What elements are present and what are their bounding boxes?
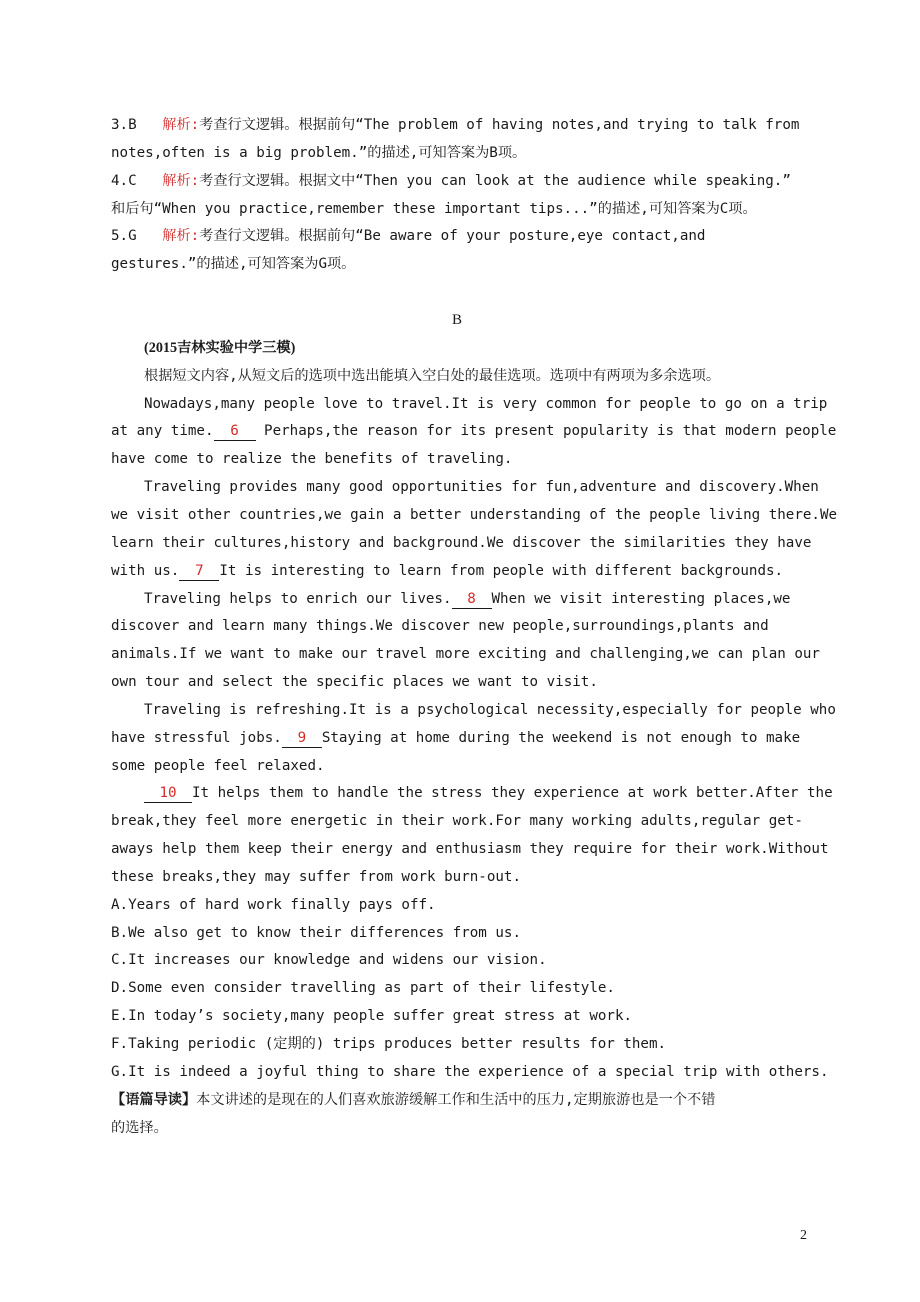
document-page <box>111 112 838 1142</box>
instruction: 根据短文内容,从短文后的选项中选出能填入空白处的最佳选项。选项中有两项为多余选项。 <box>144 367 721 384</box>
passage-line: some people feel relaxed. <box>111 757 325 774</box>
answer-4-line-2: 和后句“When you practice,remember these important tips...”的描述,可知答案为C项。 <box>111 200 757 217</box>
guide-label: 【语篇导读】 <box>111 1091 197 1108</box>
page-number: 2 <box>800 1228 807 1243</box>
passage-line: learn their cultures,history and background.We discover the similarities they have <box>111 534 812 551</box>
answer-3-line-1: 3.B 解析:考查行文逻辑。根据前句“The problem of having notes,and trying to talk from <box>111 117 800 133</box>
blank-7[interactable]: 7 <box>179 562 219 581</box>
answer-4-line-1: 4.C 解析:考查行文逻辑。根据文中“Then you can look at the audience while speaking.” <box>111 172 791 189</box>
answer-3-line-2: notes,often is a big problem.”的描述,可知答案为B项。 <box>111 144 527 161</box>
analysis-label: 解析: <box>162 228 200 245</box>
blank-9[interactable]: 9 <box>282 729 322 748</box>
source-note: (2015吉林实验中学三模) <box>144 339 296 356</box>
option-e: E.In today’s society,many people suffer great stress at work. <box>111 1008 633 1025</box>
passage-line: Nowadays,many people love to travel.It is very common for people to go on a trip <box>144 395 828 412</box>
passage-line: at any time. 6 Perhaps,the reason for its present popularity is that modern people <box>111 423 837 440</box>
passage-line: own tour and select the specific places we want to visit. <box>111 674 598 691</box>
passage-line: break,they feel more energetic in their work.For many working adults,regular get- <box>111 813 803 830</box>
passage-line: these breaks,they may suffer from work burn-out. <box>111 868 521 885</box>
answer-5-line-1: 5.G 解析:考查行文逻辑。根据前句“Be aware of your posture,eye contact,and <box>111 228 706 245</box>
reading-guide-line-2: 的选择。 <box>111 1119 168 1136</box>
analysis-label: 解析: <box>162 172 200 189</box>
option-g: G.It is indeed a joyful thing to share the experience of a special trip with others. <box>111 1063 829 1080</box>
option-b: B.We also get to know their differences from us. <box>111 924 521 941</box>
passage-line: have come to realize the benefits of traveling. <box>111 451 513 468</box>
passage-line: animals.If we want to make our travel more exciting and challenging,we can plan our <box>111 646 820 663</box>
option-f: F.Taking periodic (定期的) trips produces better results for them. <box>111 1036 667 1052</box>
blank-10[interactable]: 10 <box>144 784 192 803</box>
option-c: C.It increases our knowledge and widens our vision. <box>111 952 547 969</box>
passage-line: Traveling provides many good opportunities for fun,adventure and discovery.When <box>144 479 819 496</box>
analysis-label: 解析: <box>162 117 200 133</box>
blank-8[interactable]: 8 <box>452 590 492 609</box>
passage-line: with us. 7 It is interesting to learn from people with different backgrounds. <box>111 562 784 579</box>
passage-line: Traveling is refreshing.It is a psychological necessity,especially for people who <box>144 701 836 718</box>
passage-line: aways help them keep their energy and enthusiasm they require for their work.Without <box>111 841 829 858</box>
blank-6[interactable]: 6 <box>214 422 256 441</box>
option-d: D.Some even consider travelling as part of their lifestyle. <box>111 980 615 997</box>
reading-guide: 【语篇导读】本文讲述的是现在的人们喜欢旅游缓解工作和生活中的压力,定期旅游也是一个不错 <box>111 1091 716 1108</box>
passage-line: 10 It helps them to handle the stress they experience at work better.After the <box>111 780 803 808</box>
passage-line: have stressful jobs. 9 Staying at home during the weekend is not enough to make <box>111 729 801 746</box>
passage-line: discover and learn many things.We discover new people,surroundings,plants and <box>111 618 769 635</box>
passage-line: we visit other countries,we gain a better understanding of the people living there.We <box>111 506 838 523</box>
section-heading: B <box>451 312 462 329</box>
option-a: A.Years of hard work finally pays off. <box>111 896 436 913</box>
passage-line: Traveling helps to enrich our lives. 8 When we visit interesting places,we <box>144 590 791 607</box>
answer-5-line-2: gestures.”的描述,可知答案为G项。 <box>111 256 356 273</box>
